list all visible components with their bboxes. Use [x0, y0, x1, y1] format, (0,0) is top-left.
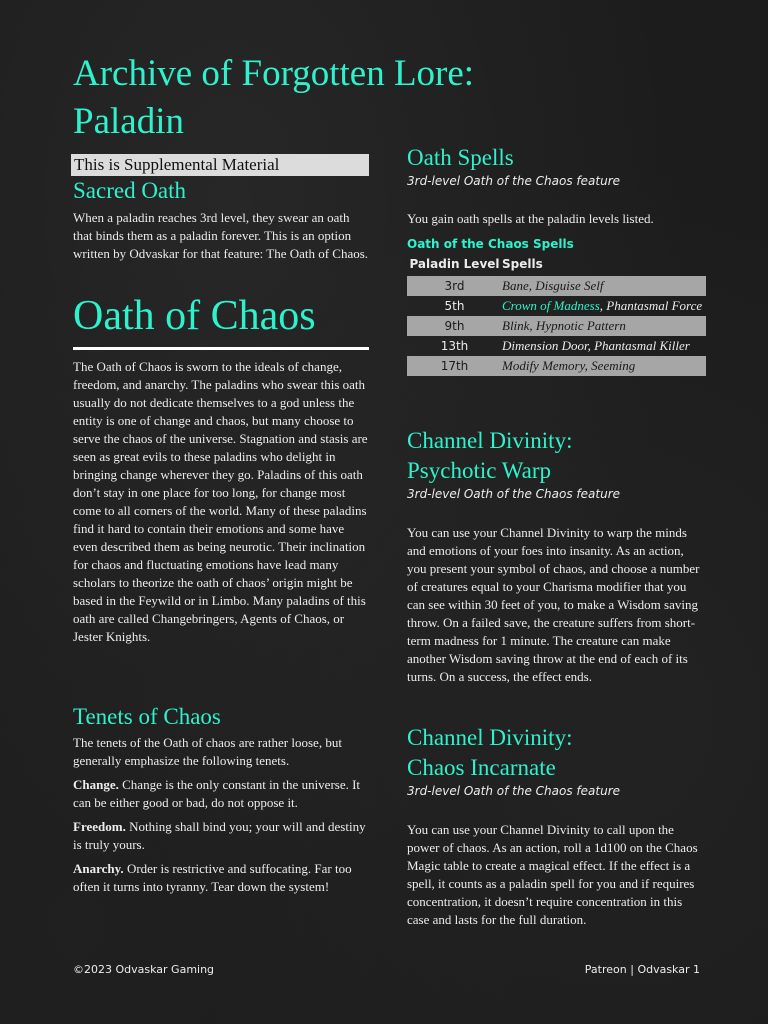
row-spells-rest: , Phantasmal Force [599, 298, 703, 313]
spell-table-title: Oath of the Chaos Spells [407, 237, 574, 251]
row-spells: Bane, Disguise Self [502, 276, 706, 296]
tenet-text: Change is the only constant in the universe. It can be either good or bad, do not oppose it. [73, 777, 361, 810]
heading-line-1: Channel Divinity: [407, 428, 573, 453]
spell-table [407, 255, 706, 376]
tenet-text: Nothing shall bind you; your will and destiny is truly yours. [73, 819, 366, 852]
chaos-incarnate-subhead: 3rd-level Oath of the Chaos feature [407, 784, 621, 798]
tenets-heading: Tenets of Chaos [73, 704, 221, 729]
spell-link-crown-of-madness[interactable]: Crown of Madness [502, 298, 600, 313]
row-level: 5th [444, 299, 465, 313]
psychotic-warp-heading [407, 426, 572, 486]
row-spells: Modify Memory, Seeming [502, 356, 706, 376]
chaos-incarnate-text: You can use your Channel Divinity to call upon the power of chaos. As an action, roll a 1d100 on the Chaos Magic table to create a magical effect. If the effect is a spell, it counts as a paladin spell for you and if requires concentration, it doesn’t require concentration in this case and lasts for the full duration. [407, 822, 698, 927]
tenet-term: Change. [73, 777, 119, 792]
footer-copyright: ©2023 Odvaskar Gaming [73, 963, 215, 976]
chaos-incarnate-heading [407, 723, 572, 783]
tenet-anarchy [73, 860, 369, 896]
tenet-freedom [73, 818, 369, 854]
sacred-oath-text: When a paladin reaches 3rd level, they swear an oath that binds them as a paladin forever. This is an option written by Odvaskar for that feature: The Oath of Chaos. [73, 210, 369, 261]
document-title: Archive of Forgotten Lore: Paladin [73, 53, 475, 142]
table-row [407, 316, 706, 336]
footer-page: Patreon | Odvaskar 1 [584, 963, 700, 976]
table-row [407, 276, 706, 296]
tenet-term: Anarchy. [73, 861, 124, 876]
psychotic-warp-text: You can use your Channel Divinity to warp the minds and emotions of your foes into insanity. As an action, you present your symbol of chaos, and choose a number of creatures equal to your Charisma modifier that you can see within 30 feet of you, to make a Wisdom saving throw. On a failed save, the creature suffers from short-term madness for 1 minute. The creature can make another Wisdom saving throw at the end of each of its turns. On a success, the effect ends. [407, 525, 700, 684]
psychotic-warp-subhead: 3rd-level Oath of the Chaos feature [407, 487, 621, 501]
table-row [407, 336, 706, 356]
sacred-oath-heading: Sacred Oath [73, 178, 187, 203]
row-level: 9th [407, 316, 502, 336]
heading-line-2: Chaos Incarnate [407, 755, 556, 780]
row-spells: Dimension Door, Phantasmal Killer [502, 338, 690, 353]
oath-spells-text: You gain oath spells at the paladin levels listed. [407, 211, 654, 226]
table-row [407, 296, 706, 316]
tenet-change [73, 776, 369, 812]
heading-line-1: Channel Divinity: [407, 725, 573, 750]
oath-spells-subhead: 3rd-level Oath of the Chaos feature [407, 174, 621, 188]
row-level: 13th [440, 339, 469, 353]
tenet-term: Freedom. [73, 819, 126, 834]
oath-spells-heading: Oath Spells [407, 145, 514, 170]
heading-line-2: Psychotic Warp [407, 458, 552, 483]
row-spells: Blink, Hypnotic Pattern [502, 316, 706, 336]
col-paladin-level: Paladin Level [409, 257, 500, 271]
oath-heading: Oath of Chaos [73, 293, 316, 339]
oath-description: The Oath of Chaos is sworn to the ideals of change, freedom, and anarchy. The paladins who swear this oath usually do not dedicate themselves to a god unless the entity is one of change and chaos, but many choose to serve the chaos of the universe. Stagnation and stasis are seen as great evils to these paladins who delight in bringing change wherever they go. Paladins of this oath don’t stay in one place for too long, for change most come to all corners of the world. Many of these paladins find it hard to contain their emotions and some have even described them as being neurotic. Their inclination for chaos and fluctuating emotions have lead many scholars to theorize the oath of chaos’ origin might be based in the Feywild or in Limbo. Many paladins of this oath are called Changebringers, Agents of Chaos, or Jester Knights. [73, 359, 368, 644]
row-spells [502, 296, 706, 316]
tenets-section [73, 734, 369, 902]
row-level: 3rd [407, 276, 502, 296]
tenet-text: Order is restrictive and suffocating. Far too often it turns into tyranny. Tear down the system! [73, 861, 352, 894]
supplemental-banner: This is Supplemental Material [71, 154, 369, 176]
spell-table-header [407, 255, 706, 276]
heading-rule [73, 347, 369, 350]
tenets-intro: The tenets of the Oath of chaos are rather loose, but generally emphasize the following tenets. [73, 735, 342, 768]
row-level: 17th [407, 356, 502, 376]
col-spells: Spells [502, 257, 543, 271]
table-row [407, 356, 706, 376]
